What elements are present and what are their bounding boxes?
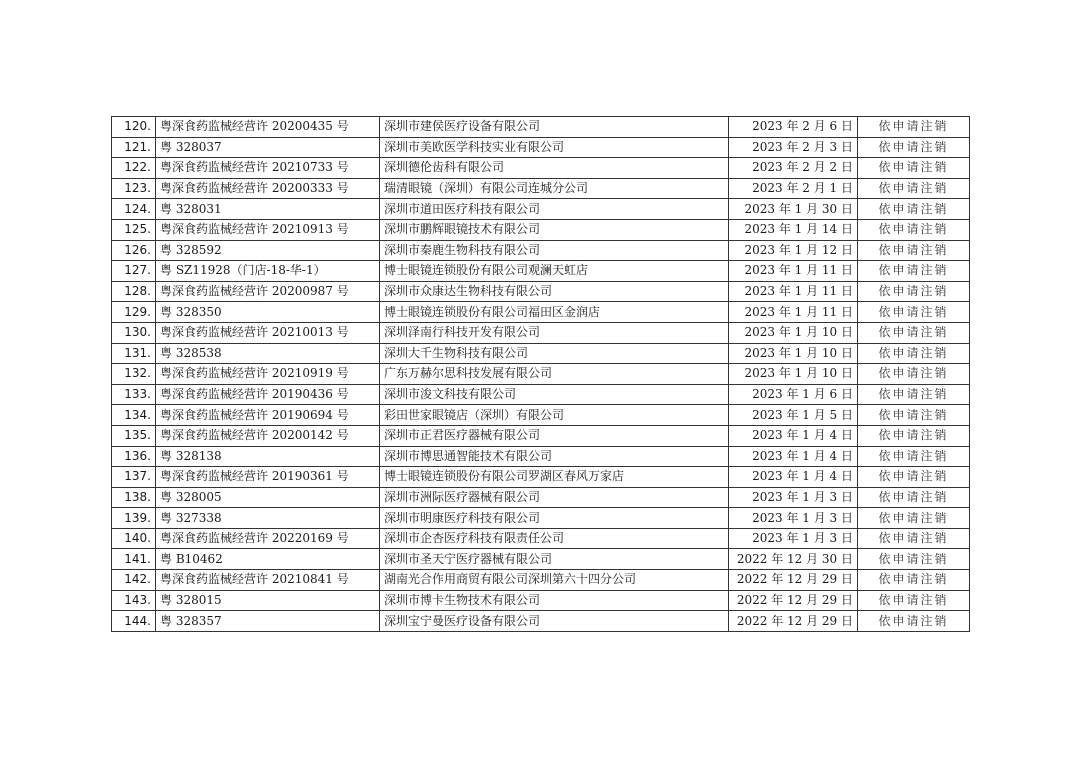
table-row	[112, 219, 970, 240]
company-name: 深圳德伦齿科有限公司	[380, 158, 729, 179]
row-number: 137.	[112, 467, 156, 488]
license-number: 粤 328015	[156, 590, 380, 611]
row-number: 121.	[112, 137, 156, 158]
cancellation-date: 2023 年 1 月 14 日	[729, 219, 858, 240]
table-row	[112, 302, 970, 323]
table-row	[112, 570, 970, 591]
table-row	[112, 281, 970, 302]
table-row	[112, 405, 970, 426]
row-number: 140.	[112, 528, 156, 549]
table-row	[112, 508, 970, 529]
cancellation-status: 依申请注销	[858, 261, 970, 282]
row-number: 123.	[112, 178, 156, 199]
license-number: 粤 SZ11928（门店-18-华-1）	[156, 261, 380, 282]
cancellation-date: 2023 年 2 月 1 日	[729, 178, 858, 199]
company-name: 深圳市鹏辉眼镜技术有限公司	[380, 219, 729, 240]
license-number: 粤 B10462	[156, 549, 380, 570]
row-number: 131.	[112, 343, 156, 364]
cancellation-date: 2023 年 1 月 3 日	[729, 528, 858, 549]
company-name: 深圳市博卡生物技术有限公司	[380, 590, 729, 611]
license-cancellation-table	[111, 116, 970, 632]
cancellation-date: 2022 年 12 月 30 日	[729, 549, 858, 570]
company-name: 深圳市建侯医疗设备有限公司	[380, 117, 729, 138]
row-number: 124.	[112, 199, 156, 220]
row-number: 144.	[112, 611, 156, 632]
cancellation-date: 2023 年 1 月 11 日	[729, 281, 858, 302]
cancellation-status: 依申请注销	[858, 570, 970, 591]
cancellation-status: 依申请注销	[858, 240, 970, 261]
table-row	[112, 158, 970, 179]
company-name: 深圳泽南行科技开发有限公司	[380, 322, 729, 343]
company-name: 深圳市明康医疗科技有限公司	[380, 508, 729, 529]
cancellation-status: 依申请注销	[858, 281, 970, 302]
cancellation-date: 2023 年 1 月 10 日	[729, 364, 858, 385]
row-number: 134.	[112, 405, 156, 426]
table-row	[112, 322, 970, 343]
cancellation-status: 依申请注销	[858, 343, 970, 364]
row-number: 126.	[112, 240, 156, 261]
row-number: 141.	[112, 549, 156, 570]
table-row	[112, 199, 970, 220]
row-number: 143.	[112, 590, 156, 611]
license-number: 粤深食药监械经营许 20200987 号	[156, 281, 380, 302]
cancellation-date: 2023 年 1 月 3 日	[729, 508, 858, 529]
cancellation-date: 2023 年 1 月 10 日	[729, 322, 858, 343]
cancellation-date: 2023 年 1 月 3 日	[729, 487, 858, 508]
cancellation-status: 依申请注销	[858, 405, 970, 426]
row-number: 133.	[112, 384, 156, 405]
cancellation-status: 依申请注销	[858, 322, 970, 343]
company-name: 深圳市企杏医疗科技有限责任公司	[380, 528, 729, 549]
license-number: 粤 328005	[156, 487, 380, 508]
cancellation-status: 依申请注销	[858, 590, 970, 611]
row-number: 142.	[112, 570, 156, 591]
company-name: 博士眼镜连锁股份有限公司罗湖区春风万家店	[380, 467, 729, 488]
table-row	[112, 364, 970, 385]
license-number: 粤深食药监械经营许 20210841 号	[156, 570, 380, 591]
row-number: 136.	[112, 446, 156, 467]
table-row	[112, 384, 970, 405]
license-number: 粤深食药监械经营许 20200142 号	[156, 425, 380, 446]
cancellation-date: 2023 年 1 月 10 日	[729, 343, 858, 364]
company-name: 深圳市洲际医疗器械有限公司	[380, 487, 729, 508]
company-name: 湖南光合作用商贸有限公司深圳第六十四分公司	[380, 570, 729, 591]
cancellation-status: 依申请注销	[858, 425, 970, 446]
cancellation-status: 依申请注销	[858, 158, 970, 179]
company-name: 博士眼镜连锁股份有限公司观澜天虹店	[380, 261, 729, 282]
cancellation-date: 2022 年 12 月 29 日	[729, 590, 858, 611]
table-body	[112, 117, 970, 632]
license-number: 粤 328138	[156, 446, 380, 467]
row-number: 120.	[112, 117, 156, 138]
table-row	[112, 487, 970, 508]
license-number: 粤深食药监械经营许 20200435 号	[156, 117, 380, 138]
license-number: 粤 328031	[156, 199, 380, 220]
company-name: 深圳大千生物科技有限公司	[380, 343, 729, 364]
cancellation-status: 依申请注销	[858, 117, 970, 138]
row-number: 128.	[112, 281, 156, 302]
license-number: 粤深食药监械经营许 20210919 号	[156, 364, 380, 385]
cancellation-status: 依申请注销	[858, 178, 970, 199]
cancellation-status: 依申请注销	[858, 446, 970, 467]
table-row	[112, 117, 970, 138]
company-name: 深圳市正君医疗器械有限公司	[380, 425, 729, 446]
license-number: 粤深食药监械经营许 20190436 号	[156, 384, 380, 405]
company-name: 深圳市众康达生物科技有限公司	[380, 281, 729, 302]
row-number: 132.	[112, 364, 156, 385]
cancellation-status: 依申请注销	[858, 137, 970, 158]
cancellation-status: 依申请注销	[858, 384, 970, 405]
cancellation-date: 2023 年 1 月 12 日	[729, 240, 858, 261]
company-name: 深圳市浚文科技有限公司	[380, 384, 729, 405]
license-number: 粤深食药监械经营许 20210013 号	[156, 322, 380, 343]
cancellation-status: 依申请注销	[858, 302, 970, 323]
cancellation-status: 依申请注销	[858, 487, 970, 508]
cancellation-status: 依申请注销	[858, 467, 970, 488]
license-number: 粤 328538	[156, 343, 380, 364]
company-name: 广东万赫尔思科技发展有限公司	[380, 364, 729, 385]
license-number: 粤 328037	[156, 137, 380, 158]
table-row	[112, 240, 970, 261]
company-name: 彩田世家眼镜店（深圳）有限公司	[380, 405, 729, 426]
cancellation-status: 依申请注销	[858, 508, 970, 529]
cancellation-status: 依申请注销	[858, 364, 970, 385]
company-name: 深圳宝宁曼医疗设备有限公司	[380, 611, 729, 632]
table-row	[112, 590, 970, 611]
license-number: 粤深食药监械经营许 20210733 号	[156, 158, 380, 179]
cancellation-date: 2022 年 12 月 29 日	[729, 570, 858, 591]
row-number: 125.	[112, 219, 156, 240]
cancellation-date: 2023 年 1 月 30 日	[729, 199, 858, 220]
table-row	[112, 343, 970, 364]
cancellation-date: 2023 年 2 月 2 日	[729, 158, 858, 179]
cancellation-date: 2023 年 1 月 4 日	[729, 425, 858, 446]
table-row	[112, 467, 970, 488]
cancellation-date: 2023 年 1 月 4 日	[729, 446, 858, 467]
cancellation-status: 依申请注销	[858, 611, 970, 632]
table-row	[112, 549, 970, 570]
license-number: 粤深食药监械经营许 20190361 号	[156, 467, 380, 488]
row-number: 130.	[112, 322, 156, 343]
company-name: 瑞清眼镜（深圳）有限公司连城分公司	[380, 178, 729, 199]
table-row	[112, 137, 970, 158]
table-row	[112, 528, 970, 549]
row-number: 135.	[112, 425, 156, 446]
company-name: 深圳市秦鹿生物科技有限公司	[380, 240, 729, 261]
company-name: 深圳市道田医疗科技有限公司	[380, 199, 729, 220]
row-number: 127.	[112, 261, 156, 282]
cancellation-date: 2023 年 1 月 5 日	[729, 405, 858, 426]
cancellation-date: 2023 年 1 月 4 日	[729, 467, 858, 488]
cancellation-status: 依申请注销	[858, 549, 970, 570]
license-number: 粤深食药监械经营许 20190694 号	[156, 405, 380, 426]
table-row	[112, 178, 970, 199]
cancellation-status: 依申请注销	[858, 219, 970, 240]
cancellation-date: 2023 年 1 月 11 日	[729, 261, 858, 282]
license-number: 粤 327338	[156, 508, 380, 529]
company-name: 博士眼镜连锁股份有限公司福田区金润店	[380, 302, 729, 323]
row-number: 139.	[112, 508, 156, 529]
license-number: 粤 328592	[156, 240, 380, 261]
company-name: 深圳市博思通智能技术有限公司	[380, 446, 729, 467]
cancellation-date: 2022 年 12 月 29 日	[729, 611, 858, 632]
license-number: 粤深食药监械经营许 20200333 号	[156, 178, 380, 199]
cancellation-date: 2023 年 1 月 6 日	[729, 384, 858, 405]
cancellation-date: 2023 年 2 月 6 日	[729, 117, 858, 138]
table-row	[112, 446, 970, 467]
license-number: 粤 328350	[156, 302, 380, 323]
license-number: 粤 328357	[156, 611, 380, 632]
row-number: 138.	[112, 487, 156, 508]
table-row	[112, 425, 970, 446]
table-row	[112, 611, 970, 632]
cancellation-status: 依申请注销	[858, 528, 970, 549]
license-number: 粤深食药监械经营许 20210913 号	[156, 219, 380, 240]
cancellation-status: 依申请注销	[858, 199, 970, 220]
table-row	[112, 261, 970, 282]
row-number: 129.	[112, 302, 156, 323]
cancellation-date: 2023 年 1 月 11 日	[729, 302, 858, 323]
cancellation-date: 2023 年 2 月 3 日	[729, 137, 858, 158]
company-name: 深圳市圣天宁医疗器械有限公司	[380, 549, 729, 570]
license-number: 粤深食药监械经营许 20220169 号	[156, 528, 380, 549]
company-name: 深圳市美欧医学科技实业有限公司	[380, 137, 729, 158]
row-number: 122.	[112, 158, 156, 179]
